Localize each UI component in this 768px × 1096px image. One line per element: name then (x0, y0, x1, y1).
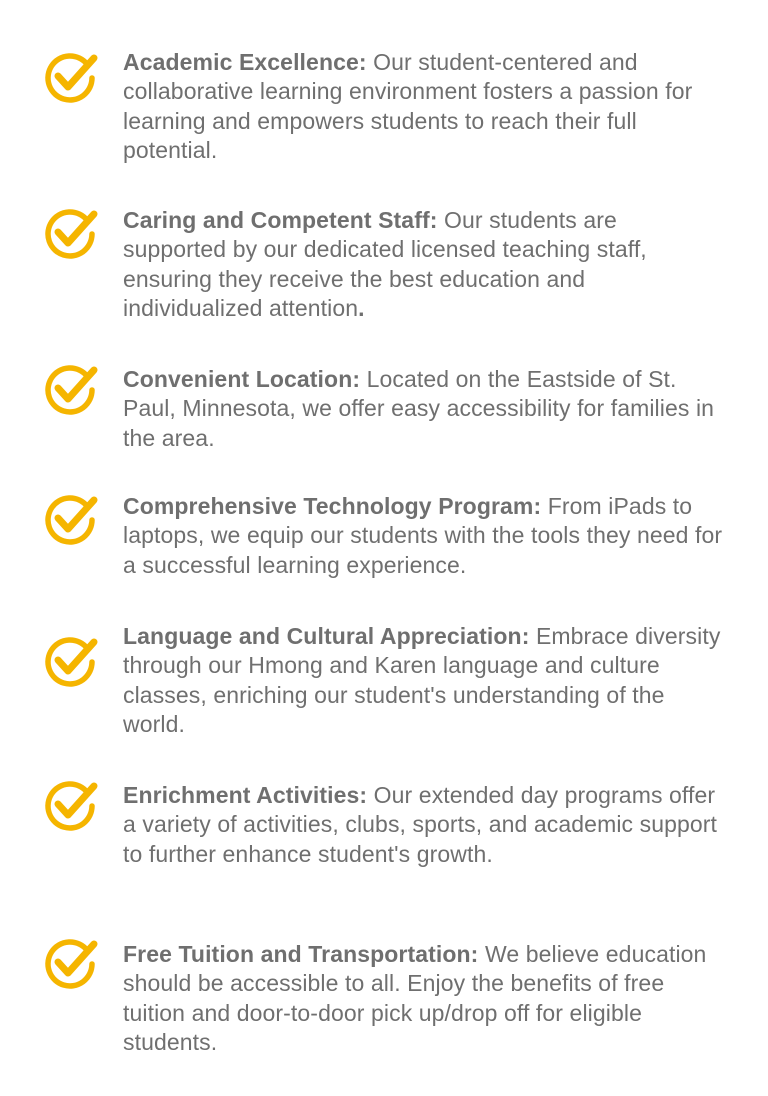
feature-title: Comprehensive Technology Program: (123, 493, 542, 519)
feature-text (123, 781, 723, 869)
feature-body: Our students are supported by our dedicated licensed teaching staff, ensuring they receive the best education and individualized attention (123, 207, 647, 322)
feature-title: Language and Cultural Appreciation: (123, 623, 530, 649)
feature-text (123, 940, 723, 1058)
feature-title: Enrichment Activities: (123, 782, 368, 808)
check-circle-icon (40, 776, 100, 836)
check-circle-icon (40, 632, 100, 692)
check-circle-icon (40, 48, 100, 108)
feature-title: Academic Excellence: (123, 49, 367, 75)
feature-body: From iPads to laptops, we equip our students with the tools they need for a successful learning experience. (123, 493, 723, 578)
feature-text (123, 622, 723, 740)
feature-title: Free Tuition and Transportation: (123, 941, 479, 967)
feature-title: Convenient Location: (123, 366, 361, 392)
feature-body: Embrace diversity through our Hmong and Karen language and culture classes, enriching our student's understanding of the world. (123, 623, 721, 738)
feature-text (123, 492, 723, 580)
check-circle-icon (40, 360, 100, 420)
feature-body: Located on the Eastside of St. Paul, Minnesota, we offer easy accessibility for families in the area. (123, 366, 715, 451)
feature-body: Our student-centered and collaborative learning environment fosters a passion for learning and empowers students to reach their full potential. (123, 49, 693, 164)
feature-body: We believe education should be accessible to all. Enjoy the benefits of free tuition and door-to-door pick up/drop off for eligible students. (123, 941, 707, 1056)
feature-text (123, 206, 723, 324)
feature-body: Our extended day programs offer a variety of activities, clubs, sports, and academic support to further enhance student's growth. (123, 782, 718, 867)
feature-title: Caring and Competent Staff: (123, 207, 438, 233)
feature-text (123, 48, 723, 166)
check-circle-icon (40, 934, 100, 994)
check-circle-icon (40, 204, 100, 264)
feature-text (123, 365, 723, 453)
feature-trail: . (358, 295, 365, 322)
check-circle-icon (40, 490, 100, 550)
